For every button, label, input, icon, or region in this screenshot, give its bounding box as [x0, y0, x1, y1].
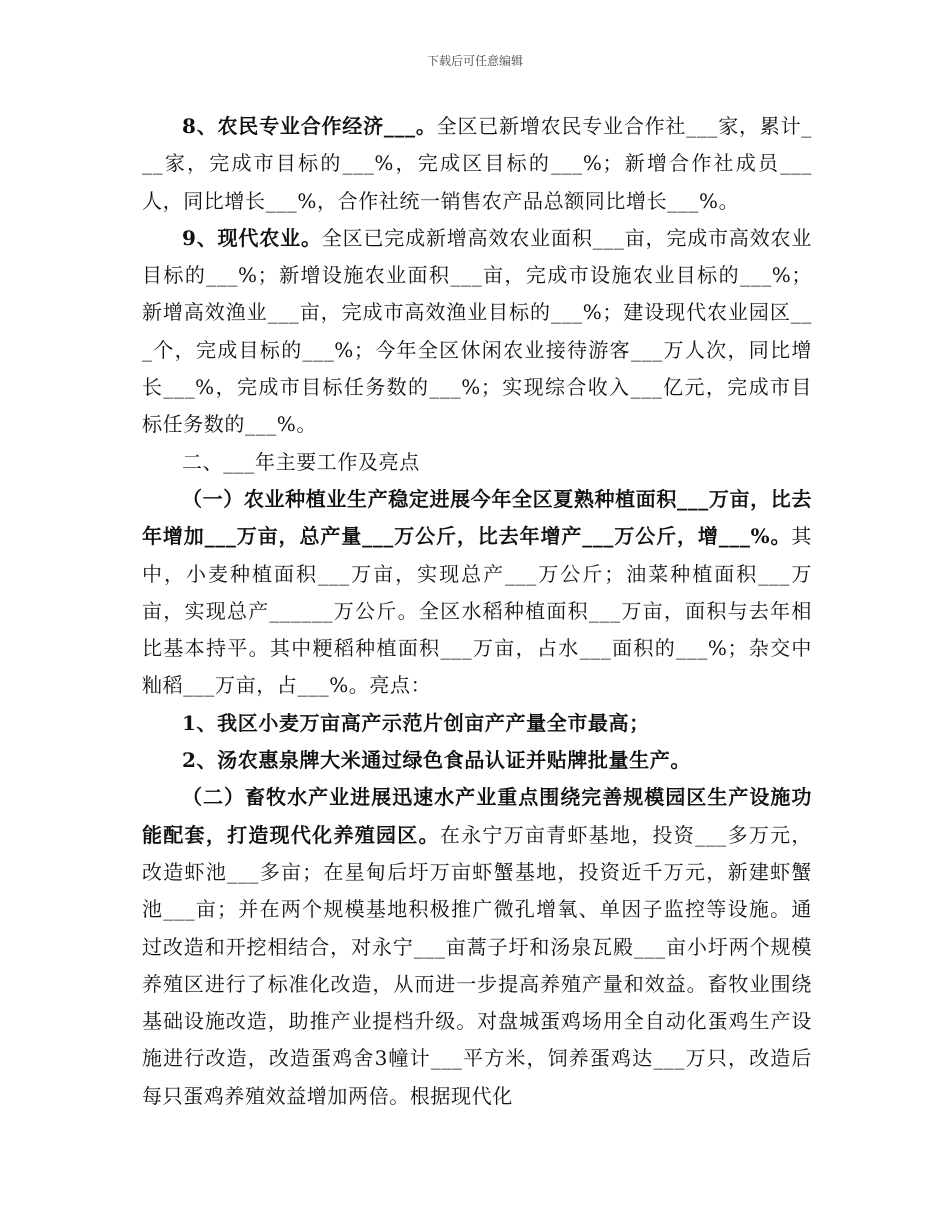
paragraph-8 [142, 108, 812, 220]
highlight-2: 2、汤农惠泉牌大米通过绿色食品认证并贴牌批量生产。 [182, 748, 691, 773]
page-header-note: 下载后可任意编辑 [426, 54, 523, 68]
subsection-2 [142, 779, 812, 1115]
subsection-2-body: 在永宁万亩青虾基地，投资___多万元，改造虾池___多亩；在星甸后圩万亩虾蟹基地，投资近千万元，新建虾蟹池___亩；并在两个规模基地积极推广微孔增氧、单因子监控等设施。通过改造和开挖相结合，对永宁___亩蒿子圩和汤泉瓦殿___亩小圩两个规模养殖区进行了标准化改造，从而进一步提高养殖产量和效益。畜牧业围绕基础设施改造，助推产业提档升级。对盘城蛋鸡场用全自动化蛋鸡生产设施进行改造，改造蛋鸡舍3幢计___平方米，饲养蛋鸡达___万只，改造后每只蛋鸡养殖效益增加两倍。根据现代化 [142, 822, 812, 1108]
paragraph-8-body: 全区已新增农民专业合作社___家，累计___家，完成市目标的___%，完成区目标的___%；新增合作社成员___人，同比增长___%，合作社统一销售农产品总额同比增长___%。 [142, 114, 812, 213]
paragraph-9-body: 全区已完成新增高效农业面积___亩，完成市高效农业目标的___%；新增设施农业面积___亩，完成市设施农业目标的___%；新增高效渔业___亩，完成市高效渔业目标的___%；建设现代农业园区___个，完成目标的___%；今年全区休闲农业接待游客___万人次，同比增长___%，完成市目标任务数的___%；实现综合收入___亿元，完成市目标任务数的___%。 [142, 225, 812, 437]
paragraph-9-heading: 9、现代农业。 [182, 225, 322, 250]
highlight-1: 1、我区小麦万亩高产示范片创亩产产量全市最高； [182, 710, 650, 735]
section-2-heading: 二、___年主要工作及亮点 [182, 449, 420, 474]
paragraph-9 [142, 220, 812, 444]
paragraph-8-heading: 8、农民专业合作经济___。 [182, 114, 437, 138]
subsection-2-heading: （二）畜牧水产业进展迅速水产业重点围绕完善规模园区生产设施功能配套，打造现代化养殖园区。 [142, 785, 812, 847]
document-body [142, 108, 812, 1115]
subsection-1-body: 其中，小麦种植面积___万亩，实现总产___万公斤；油菜种植面积___万亩，实现总产______万公斤。全区水稻种植面积___万亩，面积与去年相比基本持平。其中粳稻种植面积___万亩，占水___面积的___%；杂交中籼稻___万亩，占___%。亮点： [142, 524, 812, 698]
subsection-1-heading: （一）农业种植业生产稳定进展今年全区夏熟种植面积___万亩，比去年增加___万亩，总产量___万公斤，比去年增产___万公斤，增___%。 [142, 486, 812, 549]
subsection-1 [142, 481, 812, 705]
